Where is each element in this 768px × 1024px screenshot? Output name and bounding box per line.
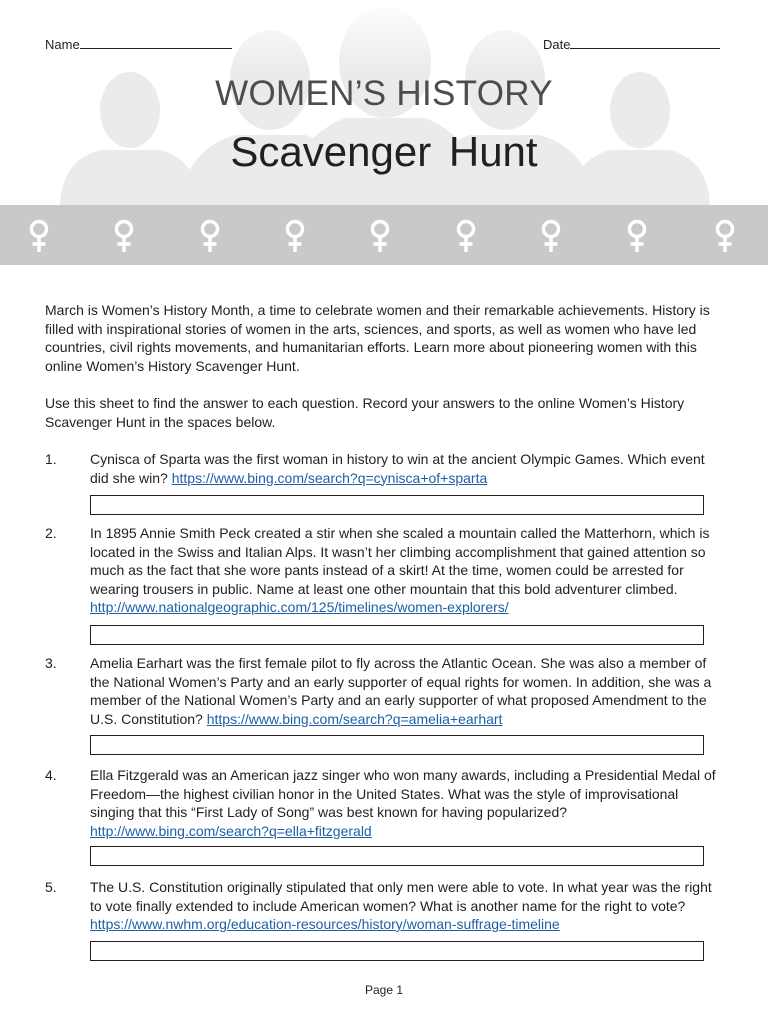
question-1 xyxy=(45,450,725,487)
question-5 xyxy=(45,878,725,934)
question-number: 3. xyxy=(45,655,57,671)
date-field[interactable] xyxy=(543,36,720,52)
question-link[interactable]: https://www.bing.com/search?q=amelia+earhart xyxy=(206,710,503,727)
question-2 xyxy=(45,524,725,617)
venus-symbol-icon xyxy=(540,219,562,253)
answer-box-3[interactable] xyxy=(90,735,704,755)
venus-symbol-icon xyxy=(199,219,221,253)
question-number: 5. xyxy=(45,879,57,895)
question-4 xyxy=(45,766,725,840)
page-subtitle: Scavenger Hunt xyxy=(230,128,538,175)
venus-symbol-icon xyxy=(369,219,391,253)
answer-box-4[interactable] xyxy=(90,846,704,866)
intro-paragraph-1: March is Women’s History Month, a time to celebrate women and their remarkable achievements. History is filled with inspirational stories of women in the arts, sciences, and sports, as well as women who have led countries, civil rights movements, and humanitarian efforts. Learn more about pioneering women with this online Women’s History Scavenger Hunt. xyxy=(45,302,710,374)
page-number: Page 1 xyxy=(364,983,404,997)
question-3 xyxy=(45,654,725,728)
answer-box-1[interactable] xyxy=(90,495,704,515)
name-blank-line[interactable] xyxy=(80,36,232,49)
answer-box-5[interactable] xyxy=(90,941,704,961)
venus-symbol-icon xyxy=(113,219,135,253)
question-link[interactable]: http://www.nationalgeographic.com/125/timelines/women-explorers/ xyxy=(90,599,509,615)
venus-symbol-icon xyxy=(284,219,306,253)
question-link[interactable]: https://www.bing.com/search?q=cynisca+of+sparta xyxy=(171,469,488,486)
page-title: WOMEN’S HISTORY xyxy=(215,74,553,113)
intro-paragraph-2: Use this sheet to find the answer to each question. Record your answers to the online Women’s History Scavenger Hunt in the spaces below. xyxy=(45,395,685,430)
venus-symbol-icon xyxy=(626,219,648,253)
date-blank-line[interactable] xyxy=(570,36,720,49)
question-number: 2. xyxy=(45,525,57,541)
question-number: 1. xyxy=(45,451,57,467)
question-number: 4. xyxy=(45,767,57,783)
venus-symbol-icon xyxy=(714,219,736,253)
question-text: Ella Fitzgerald was an American jazz singer who won many awards, including a Presidential Medal of Freedom—the highest civilian honor in the United States. What was the style of improvisational singing that this “First Lady of Song” was best known for having popularized? xyxy=(90,767,716,820)
name-label: Name xyxy=(45,37,80,52)
question-link[interactable]: http://www.bing.com/search?q=ella+fitzgerald xyxy=(90,822,372,839)
date-label: Date xyxy=(543,37,571,52)
question-link[interactable]: https://www.nwhm.org/education-resources/history/woman-suffrage-timeline xyxy=(90,916,560,932)
question-text: The U.S. Constitution originally stipulated that only men were able to vote. In what year was the right to vote finally extended to include American women? What is another name for the right to vote? xyxy=(90,879,712,914)
question-text: Cynisca of Sparta was the first woman in history to win at the ancient Olympic Games. Which event did she win? xyxy=(90,451,705,486)
question-text: In 1895 Annie Smith Peck created a stir when she scaled a mountain called the Matterhorn, which is located in the Swiss and Italian Alps. It wasn’t her climbing accomplishment that gained attention so much as the fact that she wore pants instead of a skirt! At the time, women could be arrested for wearing trousers in public. Name at least one other mountain that this bold adventurer climbed. xyxy=(90,525,710,597)
answer-box-2[interactable] xyxy=(90,625,704,645)
question-text: Amelia Earhart was the first female pilot to fly across the Atlantic Ocean. She was also a member of the National Women’s Party and an early supporter of equal rights for women. In addition, she was a member of the National Women’s Party and an early supporter of what proposed Amendment to the U.S. Constitution? xyxy=(90,655,712,727)
venus-symbol-icon xyxy=(28,219,50,253)
name-field[interactable] xyxy=(45,36,232,52)
venus-symbol-icon xyxy=(455,219,477,253)
